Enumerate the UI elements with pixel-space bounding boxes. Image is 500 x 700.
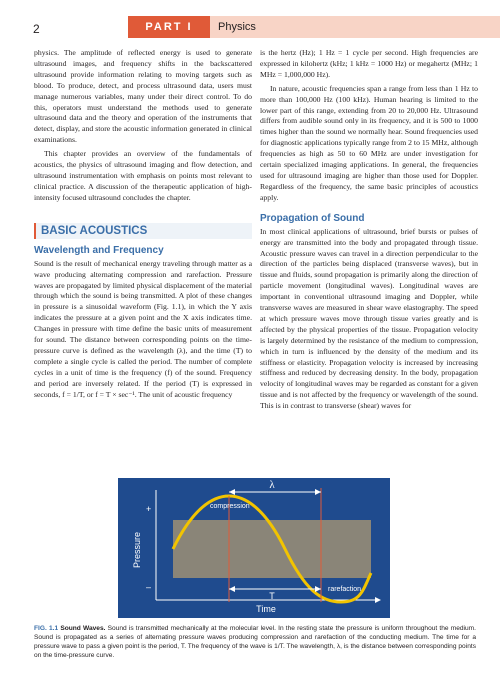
wavelength-arrowhead-right <box>315 489 321 495</box>
caption-text: Sound is transmitted mechanically at the molecular level. In the resting state the pressure is uniform throughout the medium. Sound is propagated as a series of alternating pressure waves producing compression and rarefaction of the conducting medium. The time for a pressure wave to pass a given point is the period, T. The frequency of the wave is 1/T. The wavelength, λ, is the distance between corresponding points on the time-pressure curve. <box>34 625 476 659</box>
period-arrowhead-left <box>229 586 235 592</box>
period-label: T <box>269 591 275 601</box>
pressure-axis-label: Pressure <box>132 531 142 569</box>
wavelength-arrowhead-left <box>229 489 235 495</box>
left-column <box>34 48 252 400</box>
sound-wave-diagram <box>118 478 390 618</box>
heading-propagation: Propagation of Sound <box>260 212 365 224</box>
time-axis-label: Time <box>256 604 276 614</box>
heading-wavelength-frequency: Wavelength and Frequency <box>34 244 164 256</box>
intro-paragraph-2: This chapter provides an overview of the fundamentals of acoustics, the physics of ultrasound imaging and flow detection, and ultrasound instrumentation with emphasis on points most relevant to clinical practice. A discussion of the therapeutic application of high-intensity focused ultrasound concludes the chapter. <box>34 149 252 202</box>
section-label: Physics <box>210 16 500 38</box>
page-number: 2 <box>33 22 40 36</box>
plus-sign: + <box>146 504 152 514</box>
heading-basic-acoustics: BASIC ACOUSTICS <box>34 223 252 239</box>
minus-sign: – <box>146 582 152 592</box>
time-axis-arrowhead <box>375 597 381 603</box>
compression-label: compression <box>210 503 250 510</box>
right-column <box>260 48 478 412</box>
part-label: PART I <box>128 16 210 38</box>
intro-paragraph-1: physics. The amplitude of reflected energy is used to generate ultrasound images, and frequency shifts in the backscattered ultrasound provide information relating to moving targets such as blood. To produce, detect, and process ultrasound data, users must manage numerous variables, many under their direct control. To do this, operators must understand the methods used to generate ultrasound data and the theory and operation of the instruments that detect, display, and store the acoustic information generated in clinical examinations. <box>34 48 252 145</box>
lambda-label: λ <box>269 479 275 491</box>
hertz-paragraph: is the hertz (Hz); 1 Hz = 1 cycle per second. High frequencies are expressed in kilohertz (kHz; 1 kHz = 1000 Hz) or megahertz (MHz; 1 MHz = 1,000,000 Hz). <box>260 48 478 79</box>
caption-label: FIG. 1.1 <box>34 625 59 632</box>
figure-caption <box>34 624 476 660</box>
caption-title: Sound Waves. <box>60 625 106 632</box>
nature-paragraph: In nature, acoustic frequencies span a range from less than 1 Hz to more than 100,000 Hz (100 kHz). Human hearing is limited to the lower part of this range, extending from 20 to 20,000 Hz. Ultrasound differs from audible sound only in its frequency, and it is 500 to 1000 times higher than the sound we normally hear. Sound frequencies used for diagnostic applications typically range from 2 to 15 MHz, although frequencies as high as 50 to 60 MHz are under investigation for certain specialized imaging applications. In general, the frequencies used for ultrasound imaging are higher than those used for Doppler. Regardless of the frequency, the same basic principles of acoustics apply. <box>260 83 478 202</box>
rarefaction-label: rarefaction <box>328 586 362 593</box>
figure-sound-waves <box>118 478 390 618</box>
wavelength-paragraph: Sound is the result of mechanical energy traveling through matter as a wave producing alternating compression and rarefaction. Pressure waves are propagated by limited physical displacement of the material through which the sound is being transmitted. A plot of these changes in pressure is a sinusoidal waveform (Fig. 1.1), in which the Y axis indicates the pressure at a given point and the X axis indicates time. Changes in pressure with time define the basic units of measurement for sound. The distance between corresponding points on the time-pressure curve is defined as the wavelength (λ), and the time (T) to complete a single cycle is called the period. The number of complete cycles in a unit of time is the frequency (f) of the sound. Frequency and period are inversely related. If the period (T) is expressed in seconds, f = 1/T, or f = T × sec⁻¹. The unit of acoustic frequency <box>34 258 252 399</box>
propagation-paragraph: In most clinical applications of ultrasound, brief bursts or pulses of energy are transmitted into the body and propagated through tissue. Acoustic pressure waves can travel in a direction perpendicular to the direction of the particles being displaced (transverse waves), but in tissue and fluids, sound propagation is primarily along the direction of particle movement (longitudinal waves). Longitudinal waves are important in conventional ultrasound imaging and Doppler, while transverse waves are measured in shear wave elastography. The speed at which pressure waves move through tissue varies greatly and is affected by the physical properties of the tissue. Propagation velocity is largely determined by the resistance of the medium to compression, which in turn is influenced by the density of the medium and its stiffness or elasticity. Propagation velocity is increased by increasing stiffness and reduced by decreasing density. In the body, propagation velocity of longitudinal waves may be regarded as constant for a given tissue and is not affected by the frequency or wavelength of the sound. This is in contrast to transverse (shear) waves for <box>260 226 478 411</box>
period-arrowhead-right <box>315 586 321 592</box>
